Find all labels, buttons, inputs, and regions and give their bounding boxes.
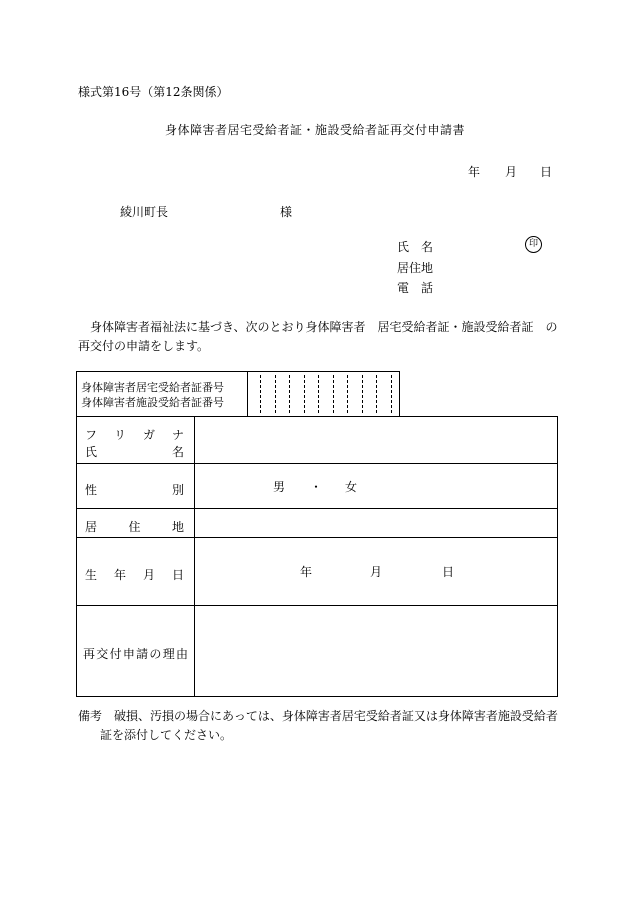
residence-row [77, 509, 557, 538]
furigana-char: リ [113, 428, 126, 442]
sex-char: 別 [171, 483, 184, 497]
reason-char: の [149, 647, 162, 661]
birth-char: 生 [85, 568, 98, 582]
number-cell-divider [391, 375, 392, 413]
application-table [76, 416, 558, 697]
applicant-name-label: 氏 名 [397, 240, 434, 254]
seal-mark: 印 [525, 236, 542, 253]
name-field[interactable] [195, 417, 557, 463]
reason-char: 請 [136, 647, 149, 661]
birth-month-label: 月 [370, 565, 383, 579]
sex-row [77, 464, 557, 509]
sex-char: 性 [85, 483, 98, 497]
number-cell-divider [347, 375, 348, 413]
residence-label [85, 518, 184, 535]
applicant-phone-label: 電 話 [397, 281, 434, 295]
name-char: 名 [171, 445, 184, 459]
residence-char: 地 [171, 520, 184, 534]
number-cell-divider [275, 375, 276, 413]
addressee-name: 綾川町長 [120, 205, 169, 219]
number-cell-divider [376, 375, 377, 413]
certificate-number-cells[interactable] [247, 372, 399, 416]
name-row-label [77, 417, 195, 463]
date-day-label: 日 [540, 165, 553, 179]
sex-label [85, 481, 184, 498]
reason-char: 由 [175, 647, 188, 661]
reason-label [83, 645, 188, 662]
reason-char: 再 [83, 647, 96, 661]
birth-date-label [85, 566, 184, 583]
reason-char: 理 [162, 647, 175, 661]
furigana-char: フ [85, 428, 98, 442]
number-cell-divider [333, 375, 334, 413]
certificate-number-labels [81, 380, 224, 410]
name-char: 氏 [85, 445, 98, 459]
date-year-label: 年 [468, 165, 481, 179]
birth-row [77, 538, 557, 606]
remarks-line-1: 備考 破損、汚損の場合にあっては、身体障害者居宅受給者証又は身体障害者施設受給者 [78, 709, 558, 723]
reason-char: 付 [109, 647, 122, 661]
birth-year-label: 年 [300, 565, 313, 579]
residence-char: 住 [128, 520, 141, 534]
reason-field[interactable] [195, 606, 557, 696]
sex-field[interactable] [195, 464, 557, 508]
reason-row-label [77, 606, 195, 696]
sex-separator: ・ [310, 480, 323, 494]
date-month-label: 月 [505, 165, 518, 179]
birth-date-field[interactable] [195, 538, 557, 605]
number-cell-divider [318, 375, 319, 413]
residence-row-label [77, 509, 195, 537]
birth-row-label [77, 538, 195, 605]
birth-char: 日 [171, 568, 184, 582]
name-row [77, 417, 557, 464]
sex-option-male[interactable]: 男 [273, 480, 286, 494]
birth-char: 年 [113, 568, 126, 582]
residence-char: 居 [85, 520, 98, 534]
name-label [85, 443, 184, 460]
reason-char: 交 [96, 647, 109, 661]
home-certificate-number-label: 身体障害者居宅受給者証番号 [81, 381, 224, 394]
remarks-line-2: 証を添付してください。 [100, 728, 233, 742]
certificate-number-box [76, 371, 400, 416]
reason-row [77, 606, 557, 696]
statement-line-2: 再交付の申請をします。 [78, 339, 210, 353]
document-title: 身体障害者居宅受給者証・施設受給者証再交付申請書 [164, 123, 465, 137]
furigana-char: ナ [171, 428, 184, 442]
form-number: 様式第16号（第12条関係） [78, 85, 229, 99]
reason-char: 申 [122, 647, 135, 661]
birth-day-label: 日 [442, 565, 455, 579]
number-cell-divider [362, 375, 363, 413]
application-statement [78, 318, 558, 356]
applicant-address-label: 居住地 [397, 261, 434, 275]
furigana-char: ガ [142, 428, 155, 442]
number-cell-divider [289, 375, 290, 413]
number-cell-divider [304, 375, 305, 413]
birth-char: 月 [142, 568, 155, 582]
number-cell-divider [260, 375, 261, 413]
residence-field[interactable] [195, 509, 557, 537]
addressee-honorific: 様 [280, 205, 293, 219]
furigana-label [85, 426, 184, 443]
facility-certificate-number-label: 身体障害者施設受給者証番号 [81, 396, 224, 409]
sex-row-label [77, 464, 195, 508]
remarks-note [78, 707, 558, 745]
statement-line-1: 身体障害者福祉法に基づき、次のとおり身体障害者 居宅受給者証・施設受給者証 の [90, 320, 558, 334]
sex-option-female[interactable]: 女 [345, 480, 358, 494]
